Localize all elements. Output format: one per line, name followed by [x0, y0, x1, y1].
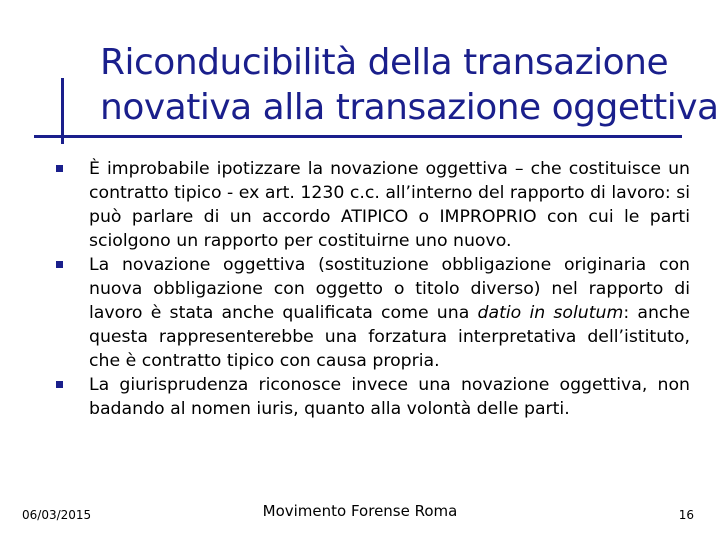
bullet-item	[56, 373, 690, 421]
slide-title	[100, 40, 719, 130]
title-horizontal-rule	[34, 135, 682, 138]
bullet-text: La novazione oggettiva (sostituzione obbligazione originaria con nuova obbligazione con oggetto o titolo diverso) nel rapporto di lavoro è stata anche qualificata come una	[89, 255, 690, 323]
bullet-item	[56, 157, 690, 253]
bullet-text: È improbabile ipotizzare la novazione oggettiva – che costituisce un contratto tipico - ex art. 1230 c.c. all’interno del rapporto di lavoro: si può parlare di un accordo ATIPICO o IMPROPRIO con cui le parti sciolgono un rapporto per costituirne uno nuovo.	[89, 159, 690, 251]
footer-page-number: 16	[678, 508, 694, 522]
slide-title-line-2: novativa alla transazione oggettiva	[100, 87, 719, 128]
footer-organization: Movimento Forense Roma	[262, 502, 458, 520]
footer-date: 06/03/2015	[22, 508, 92, 522]
bullet-text: La giurisprudenza riconosce invece una novazione oggettiva, non badando al nomen iuris, quanto alla volontà delle parti.	[89, 375, 690, 419]
slide-title-line-1: Riconducibilità della transazione	[100, 42, 669, 83]
square-bullet-icon	[56, 381, 63, 388]
square-bullet-icon	[56, 165, 63, 172]
bullet-item	[56, 253, 690, 373]
bullet-text-italic: datio in solutum	[477, 303, 624, 323]
bullet-text: : anche questa rappresenterebbe una forzatura interpretativa dell’istituto, che è contratto tipico con causa propria.	[89, 303, 690, 371]
bullet-list	[56, 157, 690, 421]
square-bullet-icon	[56, 261, 63, 268]
